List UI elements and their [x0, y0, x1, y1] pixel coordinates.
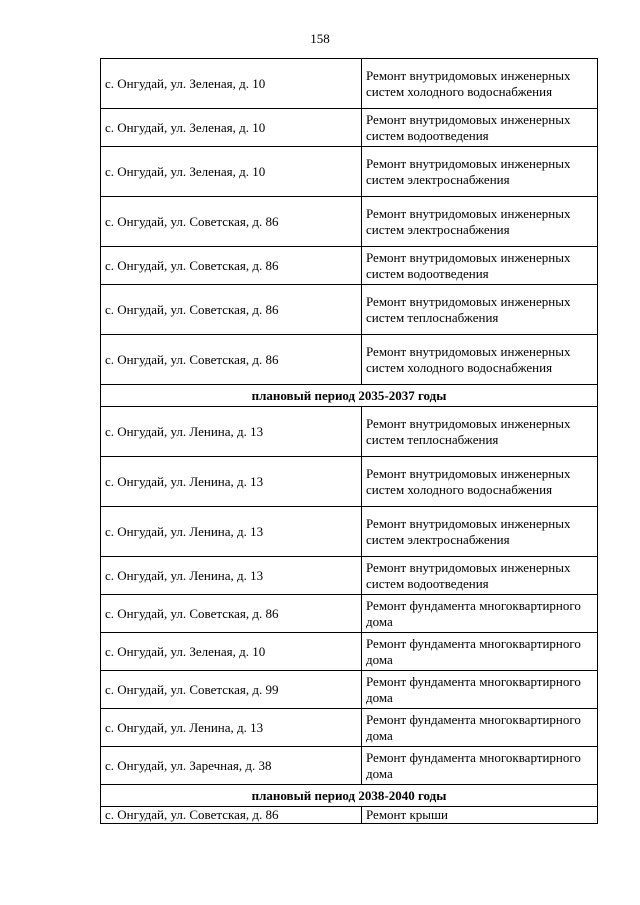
table-row [101, 557, 598, 595]
table-row [101, 807, 598, 824]
address-cell: с. Онгудай, ул. Ленина, д. 13 [101, 407, 362, 457]
table-row [101, 709, 598, 747]
table-row [101, 147, 598, 197]
address-cell: с. Онгудай, ул. Ленина, д. 13 [101, 457, 362, 507]
table-row [101, 457, 598, 507]
work-type-cell: Ремонт внутридомовых инженерных систем электроснабжения [362, 197, 598, 247]
table-row [101, 247, 598, 285]
table-row [101, 285, 598, 335]
address-cell: с. Онгудай, ул. Ленина, д. 13 [101, 709, 362, 747]
address-cell: с. Онгудай, ул. Советская, д. 86 [101, 595, 362, 633]
work-type-cell: Ремонт внутридомовых инженерных систем водоотведения [362, 109, 598, 147]
work-type-cell: Ремонт внутридомовых инженерных систем холодного водоснабжения [362, 59, 598, 109]
work-type-cell: Ремонт внутридомовых инженерных систем водоотведения [362, 247, 598, 285]
page-number: 158 [310, 31, 330, 46]
table-row [101, 747, 598, 785]
address-cell: с. Онгудай, ул. Ленина, д. 13 [101, 557, 362, 595]
address-cell: с. Онгудай, ул. Ленина, д. 13 [101, 507, 362, 557]
work-type-cell: Ремонт фундамента многоквартирного дома [362, 633, 598, 671]
table-row [101, 109, 598, 147]
work-type-cell: Ремонт крыши [362, 807, 598, 824]
address-cell: с. Онгудай, ул. Зеленая, д. 10 [101, 633, 362, 671]
table-row [101, 633, 598, 671]
work-type-cell: Ремонт фундамента многоквартирного дома [362, 671, 598, 709]
table-row [101, 671, 598, 709]
table-row [101, 507, 598, 557]
period-header-row [101, 785, 598, 807]
period-header-row [101, 385, 598, 407]
address-cell: с. Онгудай, ул. Зеленая, д. 10 [101, 109, 362, 147]
work-type-cell: Ремонт фундамента многоквартирного дома [362, 747, 598, 785]
work-type-cell: Ремонт фундамента многоквартирного дома [362, 709, 598, 747]
work-type-cell: Ремонт внутридомовых инженерных систем холодного водоснабжения [362, 335, 598, 385]
address-cell: с. Онгудай, ул. Советская, д. 99 [101, 671, 362, 709]
work-type-cell: Ремонт внутридомовых инженерных систем водоотведения [362, 557, 598, 595]
work-type-cell: Ремонт внутридомовых инженерных систем теплоснабжения [362, 407, 598, 457]
address-cell: с. Онгудай, ул. Советская, д. 86 [101, 247, 362, 285]
work-type-cell: Ремонт внутридомовых инженерных систем теплоснабжения [362, 285, 598, 335]
work-type-cell: Ремонт внутридомовых инженерных систем электроснабжения [362, 507, 598, 557]
table-row [101, 59, 598, 109]
period-header: плановый период 2038-2040 годы [101, 785, 598, 807]
address-cell: с. Онгудай, ул. Советская, д. 86 [101, 197, 362, 247]
address-cell: с. Онгудай, ул. Зеленая, д. 10 [101, 147, 362, 197]
table-row [101, 407, 598, 457]
address-cell: с. Онгудай, ул. Заречная, д. 38 [101, 747, 362, 785]
table-row [101, 335, 598, 385]
address-cell: с. Онгудай, ул. Советская, д. 86 [101, 285, 362, 335]
work-type-cell: Ремонт фундамента многоквартирного дома [362, 595, 598, 633]
period-header: плановый период 2035-2037 годы [101, 385, 598, 407]
work-type-cell: Ремонт внутридомовых инженерных систем холодного водоснабжения [362, 457, 598, 507]
address-cell: с. Онгудай, ул. Советская, д. 86 [101, 335, 362, 385]
address-cell: с. Онгудай, ул. Зеленая, д. 10 [101, 59, 362, 109]
work-schedule-table [100, 58, 598, 824]
address-cell: с. Онгудай, ул. Советская, д. 86 [101, 807, 362, 824]
work-type-cell: Ремонт внутридомовых инженерных систем электроснабжения [362, 147, 598, 197]
table-row [101, 595, 598, 633]
table-row [101, 197, 598, 247]
